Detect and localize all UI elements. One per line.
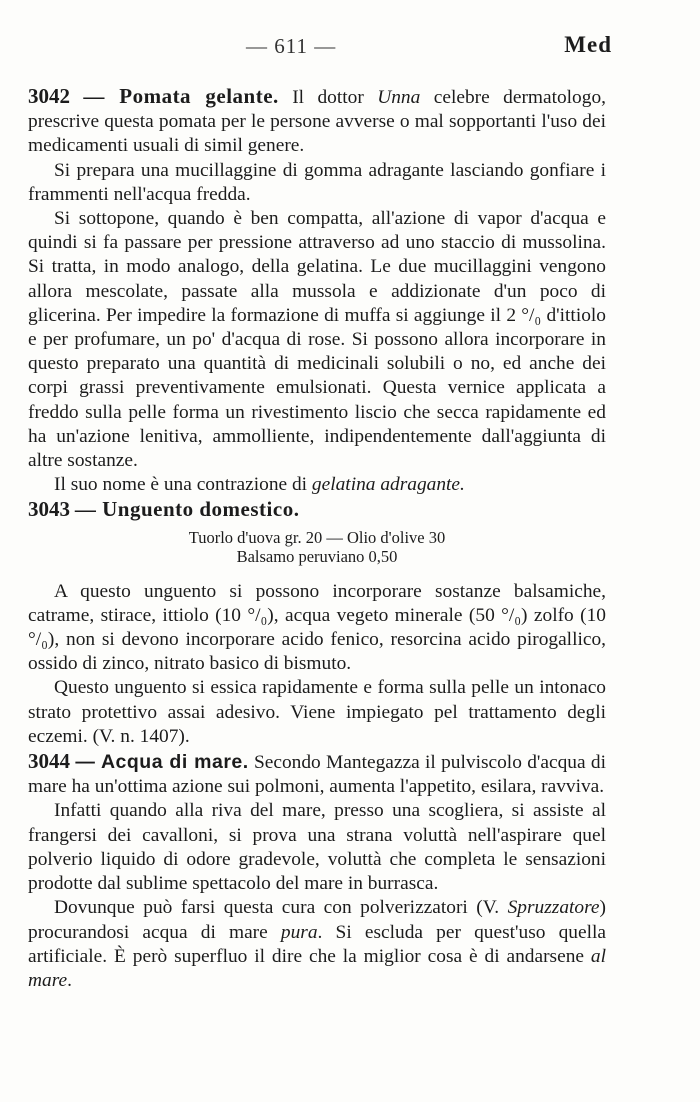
- entry-text: Il suo nome è una contrazione di: [54, 474, 312, 496]
- entry-3043-heading: [28, 497, 606, 523]
- entry-text-italic: Spruzzatore: [507, 897, 600, 919]
- recipe-block: [28, 528, 606, 566]
- page-header: [0, 34, 700, 64]
- entry-title: — Unguento domestico.: [74, 497, 300, 522]
- entry-3043-paragraph: A questo unguento si possono incorporare sostanze balsamiche, catrame, stirace, ittiolo (10 °/₀), acqua vegeto minerale (50 °/₀) zolfo (10 °/₀), non si devono incorporare acido fenico, resorcina acido pirogallico, ossido di zinco, nitrato basico di bismuto.: [28, 580, 606, 675]
- entry-title: — Pomata gelante.: [83, 84, 279, 108]
- entry-3043-paragraph: Questo unguento si essica rapidamente e forma sulla pelle un intonaco strato protettivo assai adesivo. Viene impiegato pel trattamento degli eczemi. (V. n. 1407).: [28, 677, 606, 747]
- recipe-line: Tuorlo d'uova gr. 20 — Olio d'olive 30: [188, 527, 446, 547]
- entry-text: . Si escluda per quest'uso quella artificiale. È però superfluo il dire che la miglior cosa è di andarsene: [28, 921, 606, 967]
- entry-number: 3043: [28, 497, 70, 522]
- entry-text-italic: al mare: [28, 945, 606, 991]
- running-head: Med: [564, 32, 612, 57]
- entry-title: — Acqua di mare.: [75, 751, 249, 774]
- entry-text: ) procurandosi acqua di mare: [28, 897, 606, 943]
- entry-3042-closing: [28, 473, 606, 497]
- entry-text-italic: gelatina adragante.: [311, 474, 465, 496]
- entry-text: celebre dermatologo, prescrive questa pomata per le persone avverse o mal sopportanti l'uso dei medicamenti usuali di simil genere.: [28, 87, 606, 157]
- entry-3042-intro: [28, 84, 606, 159]
- entry-number: 3042: [28, 84, 70, 108]
- entry-3042-paragraph: Si sottopone, quando è ben compatta, all'azione di vapor d'acqua e quindi si fa passare per pressione attraverso ad uno staccio di mussolina. Si tratta, in modo analogo, della gelatina. Le due mucillaggini vengono allora mescolate, passate alla mussola e addizionate d'un poco di glicerina. Per impedire la formazione di muffa si aggiunge il 2 °/₀ d'ittiolo e per profumare, un po' d'acqua di rose. Si possono allora incorporare in questo preparato una quantità di medicinali solubili o no, ed anche dei corpi grassi preventivamente emulsionati. Questa vernice applicata a freddo sulla pelle forma un rivestimento liscio che secca rapidamente ed ha un'azione lenitiva, ammolliente, indipendentemente dall'aggiunta di altre sostanze.: [28, 208, 606, 472]
- entry-number: 3044: [28, 749, 70, 774]
- entry-text: Secondo Mantegazza il pulviscolo d'acqua di mare ha un'ottima azione sui polmoni, aumenta l'appetito, esilara, ravviva.: [28, 752, 606, 798]
- entry-3042-paragraph: Si prepara una mucillaggine di gomma adragante lasciando gonfiare i frammenti nell'acqua fredda.: [28, 159, 606, 205]
- recipe-line: Balsamo peruviano 0,50: [236, 546, 398, 566]
- entry-3044-paragraph: [28, 896, 606, 993]
- entry-3044-intro: [28, 749, 606, 799]
- entry-3044-paragraph: Infatti quando alla riva del mare, presso una scogliera, si assiste al frangersi dei cavalloni, si prova una strana voluttà nell'aspirare quel polverio liquido di odore gradevole, voluttà che completa le sensazioni prodotte dal sublime spettacolo del mare in burrasca.: [28, 800, 606, 895]
- page-body: [28, 84, 606, 993]
- entry-text-italic: Unna: [377, 87, 421, 108]
- entry-text-italic: pura: [280, 921, 318, 943]
- entry-text: .: [67, 969, 72, 991]
- entry-text: Dovunque può farsi questa cura con polverizzatori (V.: [54, 897, 508, 919]
- entry-text: Il dottor: [278, 87, 378, 108]
- page-number: — 611 —: [246, 34, 337, 58]
